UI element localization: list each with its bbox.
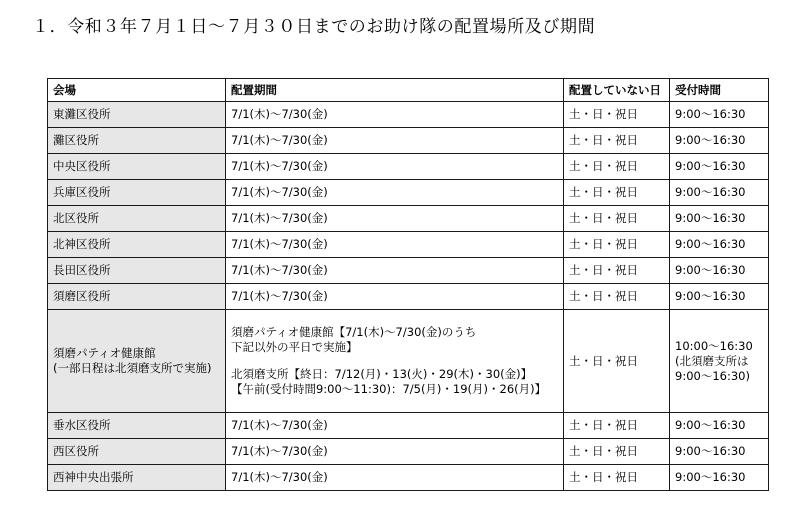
hours-cell: 9:00～16:30	[670, 180, 769, 206]
closed-cell: 土・日・祝日	[564, 128, 670, 154]
hours-line: 10:00～16:30	[675, 338, 753, 353]
hours-cell: 9:00～16:30	[670, 154, 769, 180]
venue-cell: 灘区役所	[48, 128, 226, 154]
table-row	[48, 413, 769, 439]
table-row	[48, 232, 769, 258]
hours-cell-special	[670, 310, 769, 413]
venue-cell: 北区役所	[48, 206, 226, 232]
venue-cell: 北神区役所	[48, 232, 226, 258]
table-row	[48, 102, 769, 128]
closed-cell: 土・日・祝日	[564, 465, 670, 491]
hours-cell: 9:00～16:30	[670, 465, 769, 491]
header-period: 配置期間	[226, 79, 564, 102]
venue-cell: 東灘区役所	[48, 102, 226, 128]
hours-cell: 9:00～16:30	[670, 258, 769, 284]
page-title: １．令和３年７月１日～７月３０日までのお助け隊の配置場所及び期間	[32, 17, 596, 37]
venue-cell: 西区役所	[48, 439, 226, 465]
hours-cell: 9:00～16:30	[670, 439, 769, 465]
venue-cell: 垂水区役所	[48, 413, 226, 439]
header-hours: 受付時間	[670, 79, 769, 102]
venue-cell: 西神中央出張所	[48, 465, 226, 491]
period-cell: 7/1(木)～7/30(金)	[226, 465, 564, 491]
period-cell-special	[226, 310, 564, 413]
header-closed: 配置していない日	[564, 79, 670, 102]
closed-cell: 土・日・祝日	[564, 206, 670, 232]
period-cell: 7/1(木)～7/30(金)	[226, 284, 564, 310]
table-row	[48, 206, 769, 232]
period-line: 【午前(受付時間9:00～11:30)：7/5(月)・19(月)・26(月)】	[231, 382, 547, 396]
venue-cell: 中央区役所	[48, 154, 226, 180]
closed-cell: 土・日・祝日	[564, 232, 670, 258]
table-row	[48, 128, 769, 154]
closed-cell: 土・日・祝日	[564, 310, 670, 413]
hours-cell: 9:00～16:30	[670, 102, 769, 128]
hours-cell: 9:00～16:30	[670, 206, 769, 232]
closed-cell: 土・日・祝日	[564, 284, 670, 310]
table-row	[48, 258, 769, 284]
venue-cell-special	[48, 310, 226, 413]
period-cell: 7/1(木)～7/30(金)	[226, 258, 564, 284]
closed-cell: 土・日・祝日	[564, 102, 670, 128]
period-cell: 7/1(木)～7/30(金)	[226, 206, 564, 232]
table-row	[48, 180, 769, 206]
period-cell: 7/1(木)～7/30(金)	[226, 128, 564, 154]
period-cell: 7/1(木)～7/30(金)	[226, 180, 564, 206]
hours-line: (北須磨支所は	[675, 353, 749, 368]
period-cell: 7/1(木)～7/30(金)	[226, 232, 564, 258]
venue-note: (一部日程は北須磨支所で実施)	[53, 361, 212, 375]
hours-cell: 9:00～16:30	[670, 413, 769, 439]
closed-cell: 土・日・祝日	[564, 413, 670, 439]
spacer	[231, 355, 558, 367]
period-cell: 7/1(木)～7/30(金)	[226, 154, 564, 180]
hours-cell: 9:00～16:30	[670, 232, 769, 258]
closed-cell: 土・日・祝日	[564, 154, 670, 180]
schedule-table	[47, 78, 769, 491]
period-cell: 7/1(木)～7/30(金)	[226, 413, 564, 439]
venue-cell: 兵庫区役所	[48, 180, 226, 206]
period-cell: 7/1(木)～7/30(金)	[226, 102, 564, 128]
hours-cell: 9:00～16:30	[670, 128, 769, 154]
venue-cell: 須磨区役所	[48, 284, 226, 310]
venue-cell: 長田区役所	[48, 258, 226, 284]
venue-line: 須磨パティオ健康館	[53, 346, 156, 360]
table-row	[48, 439, 769, 465]
table-row	[48, 154, 769, 180]
closed-cell: 土・日・祝日	[564, 439, 670, 465]
period-cell: 7/1(木)～7/30(金)	[226, 439, 564, 465]
table-header-row	[48, 79, 769, 102]
period-line: 北須磨支所【終日：7/12(月)・13(火)・29(木)・30(金)】	[231, 367, 533, 381]
table-row	[48, 284, 769, 310]
table-row-special	[48, 310, 769, 413]
closed-cell: 土・日・祝日	[564, 258, 670, 284]
hours-line: 9:00～16:30)	[675, 368, 750, 383]
table-row	[48, 465, 769, 491]
period-line: 須磨パティオ健康館【7/1(木)～7/30(金)のうち	[231, 325, 477, 339]
closed-cell: 土・日・祝日	[564, 180, 670, 206]
header-venue: 会場	[48, 79, 226, 102]
period-line: 下記以外の平日で実施】	[231, 340, 358, 354]
hours-cell: 9:00～16:30	[670, 284, 769, 310]
